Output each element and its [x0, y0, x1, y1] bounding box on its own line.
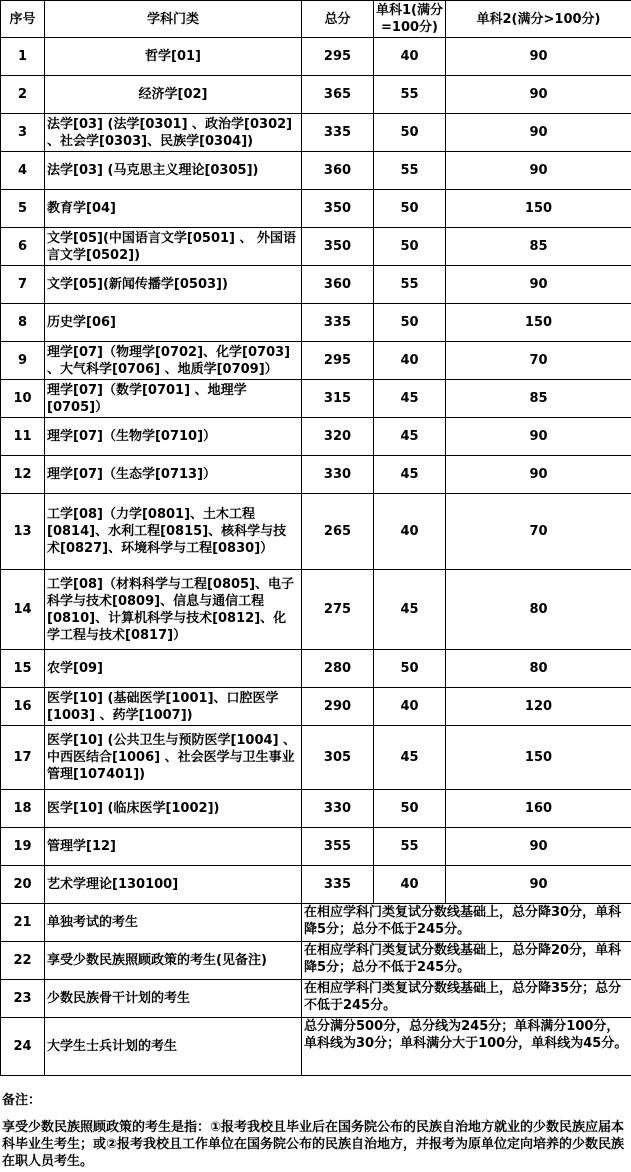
single2-cell: 70 — [446, 342, 631, 380]
header-single1: 单科1(满分=100分) — [374, 1, 446, 38]
category-cell: 文学[05](中国语言文学[0501] 、 外国语言文学[0502]) — [45, 228, 302, 266]
single2-cell: 90 — [446, 38, 631, 76]
total-cell: 305 — [302, 726, 374, 790]
seq-cell: 4 — [1, 152, 45, 190]
single2-cell: 90 — [446, 828, 631, 866]
table-row — [1, 228, 631, 266]
table-row — [1, 456, 631, 494]
table-row — [1, 494, 631, 570]
rule-cell: 总分满分500分，总分线为245分；单科满分100分，单科线为30分；单科满分大于100分，单科线为45分。 — [302, 1018, 631, 1076]
seq-cell: 19 — [1, 828, 45, 866]
total-cell: 275 — [302, 570, 374, 650]
total-cell: 265 — [302, 494, 374, 570]
total-cell: 295 — [302, 38, 374, 76]
seq-cell: 23 — [1, 980, 45, 1018]
table-row — [1, 380, 631, 418]
single2-cell: 90 — [446, 152, 631, 190]
category-cell: 医学[10] (临床医学[1002]) — [45, 790, 302, 828]
seq-cell: 17 — [1, 726, 45, 790]
table-row — [1, 76, 631, 114]
single1-cell: 45 — [374, 418, 446, 456]
table-row — [1, 114, 631, 152]
category-cell: 医学[10] (基础医学[1001]、口腔医学[1003] 、药学[1007]) — [45, 688, 302, 726]
header-single2: 单科2(满分>100分) — [446, 1, 631, 38]
single2-cell: 80 — [446, 570, 631, 650]
single1-cell: 55 — [374, 828, 446, 866]
seq-cell: 24 — [1, 1018, 45, 1076]
single2-cell: 150 — [446, 190, 631, 228]
category-cell: 理学[07]（生态学[0713]） — [45, 456, 302, 494]
total-cell: 315 — [302, 380, 374, 418]
seq-cell: 20 — [1, 866, 45, 904]
category-cell: 文学[05](新闻传播学[0503]) — [45, 266, 302, 304]
single1-cell: 50 — [374, 790, 446, 828]
single1-cell: 55 — [374, 76, 446, 114]
single2-cell: 90 — [446, 866, 631, 904]
single1-cell: 55 — [374, 152, 446, 190]
total-cell: 335 — [302, 866, 374, 904]
special-row — [1, 904, 631, 942]
table-row — [1, 790, 631, 828]
single1-cell: 50 — [374, 228, 446, 266]
total-cell: 350 — [302, 228, 374, 266]
category-cell: 历史学[06] — [45, 304, 302, 342]
seq-cell: 3 — [1, 114, 45, 152]
total-cell: 365 — [302, 76, 374, 114]
table-row — [1, 828, 631, 866]
total-cell: 350 — [302, 190, 374, 228]
total-cell: 330 — [302, 456, 374, 494]
table-row — [1, 342, 631, 380]
total-cell: 360 — [302, 266, 374, 304]
seq-cell: 15 — [1, 650, 45, 688]
seq-cell: 11 — [1, 418, 45, 456]
table-row — [1, 650, 631, 688]
table-row — [1, 304, 631, 342]
category-cell: 理学[07]（物理学[0702]、化学[0703] 、大气科学[0706] 、地质学[0709]） — [45, 342, 302, 380]
seq-cell: 1 — [1, 38, 45, 76]
header-category: 学科门类 — [45, 1, 302, 38]
single1-cell: 50 — [374, 190, 446, 228]
seq-cell: 16 — [1, 688, 45, 726]
notes-body: 享受少数民族照顾政策的考生是指：①报考我校且毕业后在国务院公布的民族自治地方就业的少数民族应届本科毕业生考生；或②报考我校且工作单位在国务院公布的民族自治地方，并报考为原单位定向培养的少数民族在职人员考生。 — [2, 1120, 625, 1169]
category-cell: 哲学[01] — [45, 38, 302, 76]
single2-cell: 150 — [446, 304, 631, 342]
single1-cell: 45 — [374, 570, 446, 650]
total-cell: 280 — [302, 650, 374, 688]
seq-cell: 6 — [1, 228, 45, 266]
seq-cell: 18 — [1, 790, 45, 828]
single2-cell: 90 — [446, 418, 631, 456]
header-row — [1, 1, 631, 38]
category-cell: 经济学[02] — [45, 76, 302, 114]
table-row — [1, 190, 631, 228]
single1-cell: 45 — [374, 380, 446, 418]
single1-cell: 50 — [374, 650, 446, 688]
seq-cell: 12 — [1, 456, 45, 494]
rule-cell: 在相应学科门类复试分数线基础上，总分降30分，单科降5分；总分不低于245分。 — [302, 904, 631, 942]
seq-cell: 2 — [1, 76, 45, 114]
category-cell: 少数民族骨干计划的考生 — [45, 980, 302, 1018]
table-row — [1, 38, 631, 76]
special-row — [1, 980, 631, 1018]
seq-cell: 9 — [1, 342, 45, 380]
single2-cell: 85 — [446, 228, 631, 266]
seq-cell: 14 — [1, 570, 45, 650]
single1-cell: 40 — [374, 342, 446, 380]
category-cell: 理学[07]（数学[0701] 、地理学[0705]） — [45, 380, 302, 418]
single2-cell: 150 — [446, 726, 631, 790]
table-row — [1, 726, 631, 790]
single1-cell: 40 — [374, 38, 446, 76]
single2-cell: 90 — [446, 114, 631, 152]
total-cell: 295 — [302, 342, 374, 380]
category-cell: 享受少数民族照顾政策的考生(见备注) — [45, 942, 302, 980]
total-cell: 335 — [302, 114, 374, 152]
single1-cell: 50 — [374, 114, 446, 152]
seq-cell: 22 — [1, 942, 45, 980]
seq-cell: 5 — [1, 190, 45, 228]
single1-cell: 45 — [374, 726, 446, 790]
single2-cell: 70 — [446, 494, 631, 570]
total-cell: 290 — [302, 688, 374, 726]
single2-cell: 85 — [446, 380, 631, 418]
category-cell: 教育学[04] — [45, 190, 302, 228]
single1-cell: 40 — [374, 494, 446, 570]
table-row — [1, 688, 631, 726]
category-cell: 管理学[12] — [45, 828, 302, 866]
total-cell: 330 — [302, 790, 374, 828]
special-row — [1, 1018, 631, 1076]
category-cell: 法学[03] (马克思主义理论[0305]) — [45, 152, 302, 190]
single2-cell: 80 — [446, 650, 631, 688]
rule-cell: 在相应学科门类复试分数线基础上，总分降20分，单科降5分；总分不低于245分。 — [302, 942, 631, 980]
seq-cell: 7 — [1, 266, 45, 304]
single2-cell: 90 — [446, 266, 631, 304]
category-cell: 医学[10] (公共卫生与预防医学[1004] 、中西医结合[1006] 、社会医学与卫生事业管理[107401]) — [45, 726, 302, 790]
seq-cell: 8 — [1, 304, 45, 342]
total-cell: 355 — [302, 828, 374, 866]
single1-cell: 50 — [374, 304, 446, 342]
seq-cell: 13 — [1, 494, 45, 570]
category-cell: 法学[03] (法学[0301] 、政治学[0302] 、社会学[0303]、民族学[0304]) — [45, 114, 302, 152]
table-row — [1, 418, 631, 456]
category-cell: 理学[07]（生物学[0710]） — [45, 418, 302, 456]
single2-cell: 90 — [446, 76, 631, 114]
table-row — [1, 866, 631, 904]
notes-title: 备注： — [2, 1093, 42, 1108]
seq-cell: 10 — [1, 380, 45, 418]
notes-section — [0, 1092, 631, 1170]
category-cell: 大学生士兵计划的考生 — [45, 1018, 302, 1076]
category-cell: 艺术学理论[130100] — [45, 866, 302, 904]
table-row — [1, 266, 631, 304]
header-seq: 序号 — [1, 1, 45, 38]
single1-cell: 45 — [374, 456, 446, 494]
table-row — [1, 570, 631, 650]
category-cell: 工学[08]（力学[0801]、土木工程[0814]、水利工程[0815]、核科学与技术[0827]、环境科学与工程[0830]） — [45, 494, 302, 570]
table-row — [1, 152, 631, 190]
rule-cell: 在相应学科门类复试分数线基础上，总分降35分；总分不低于245分。 — [302, 980, 631, 1018]
total-cell: 335 — [302, 304, 374, 342]
total-cell: 320 — [302, 418, 374, 456]
single1-cell: 55 — [374, 266, 446, 304]
single1-cell: 40 — [374, 688, 446, 726]
single2-cell: 90 — [446, 456, 631, 494]
single1-cell: 40 — [374, 866, 446, 904]
seq-cell: 21 — [1, 904, 45, 942]
single2-cell: 160 — [446, 790, 631, 828]
special-row — [1, 942, 631, 980]
category-cell: 农学[09] — [45, 650, 302, 688]
category-cell: 工学[08]（材料科学与工程[0805]、电子科学与技术[0809]、信息与通信工程[0810]、计算机科学与技术[0812]、化学工程与技术[0817]） — [45, 570, 302, 650]
header-total: 总分 — [302, 1, 374, 38]
category-cell: 单独考试的考生 — [45, 904, 302, 942]
total-cell: 360 — [302, 152, 374, 190]
single2-cell: 120 — [446, 688, 631, 726]
